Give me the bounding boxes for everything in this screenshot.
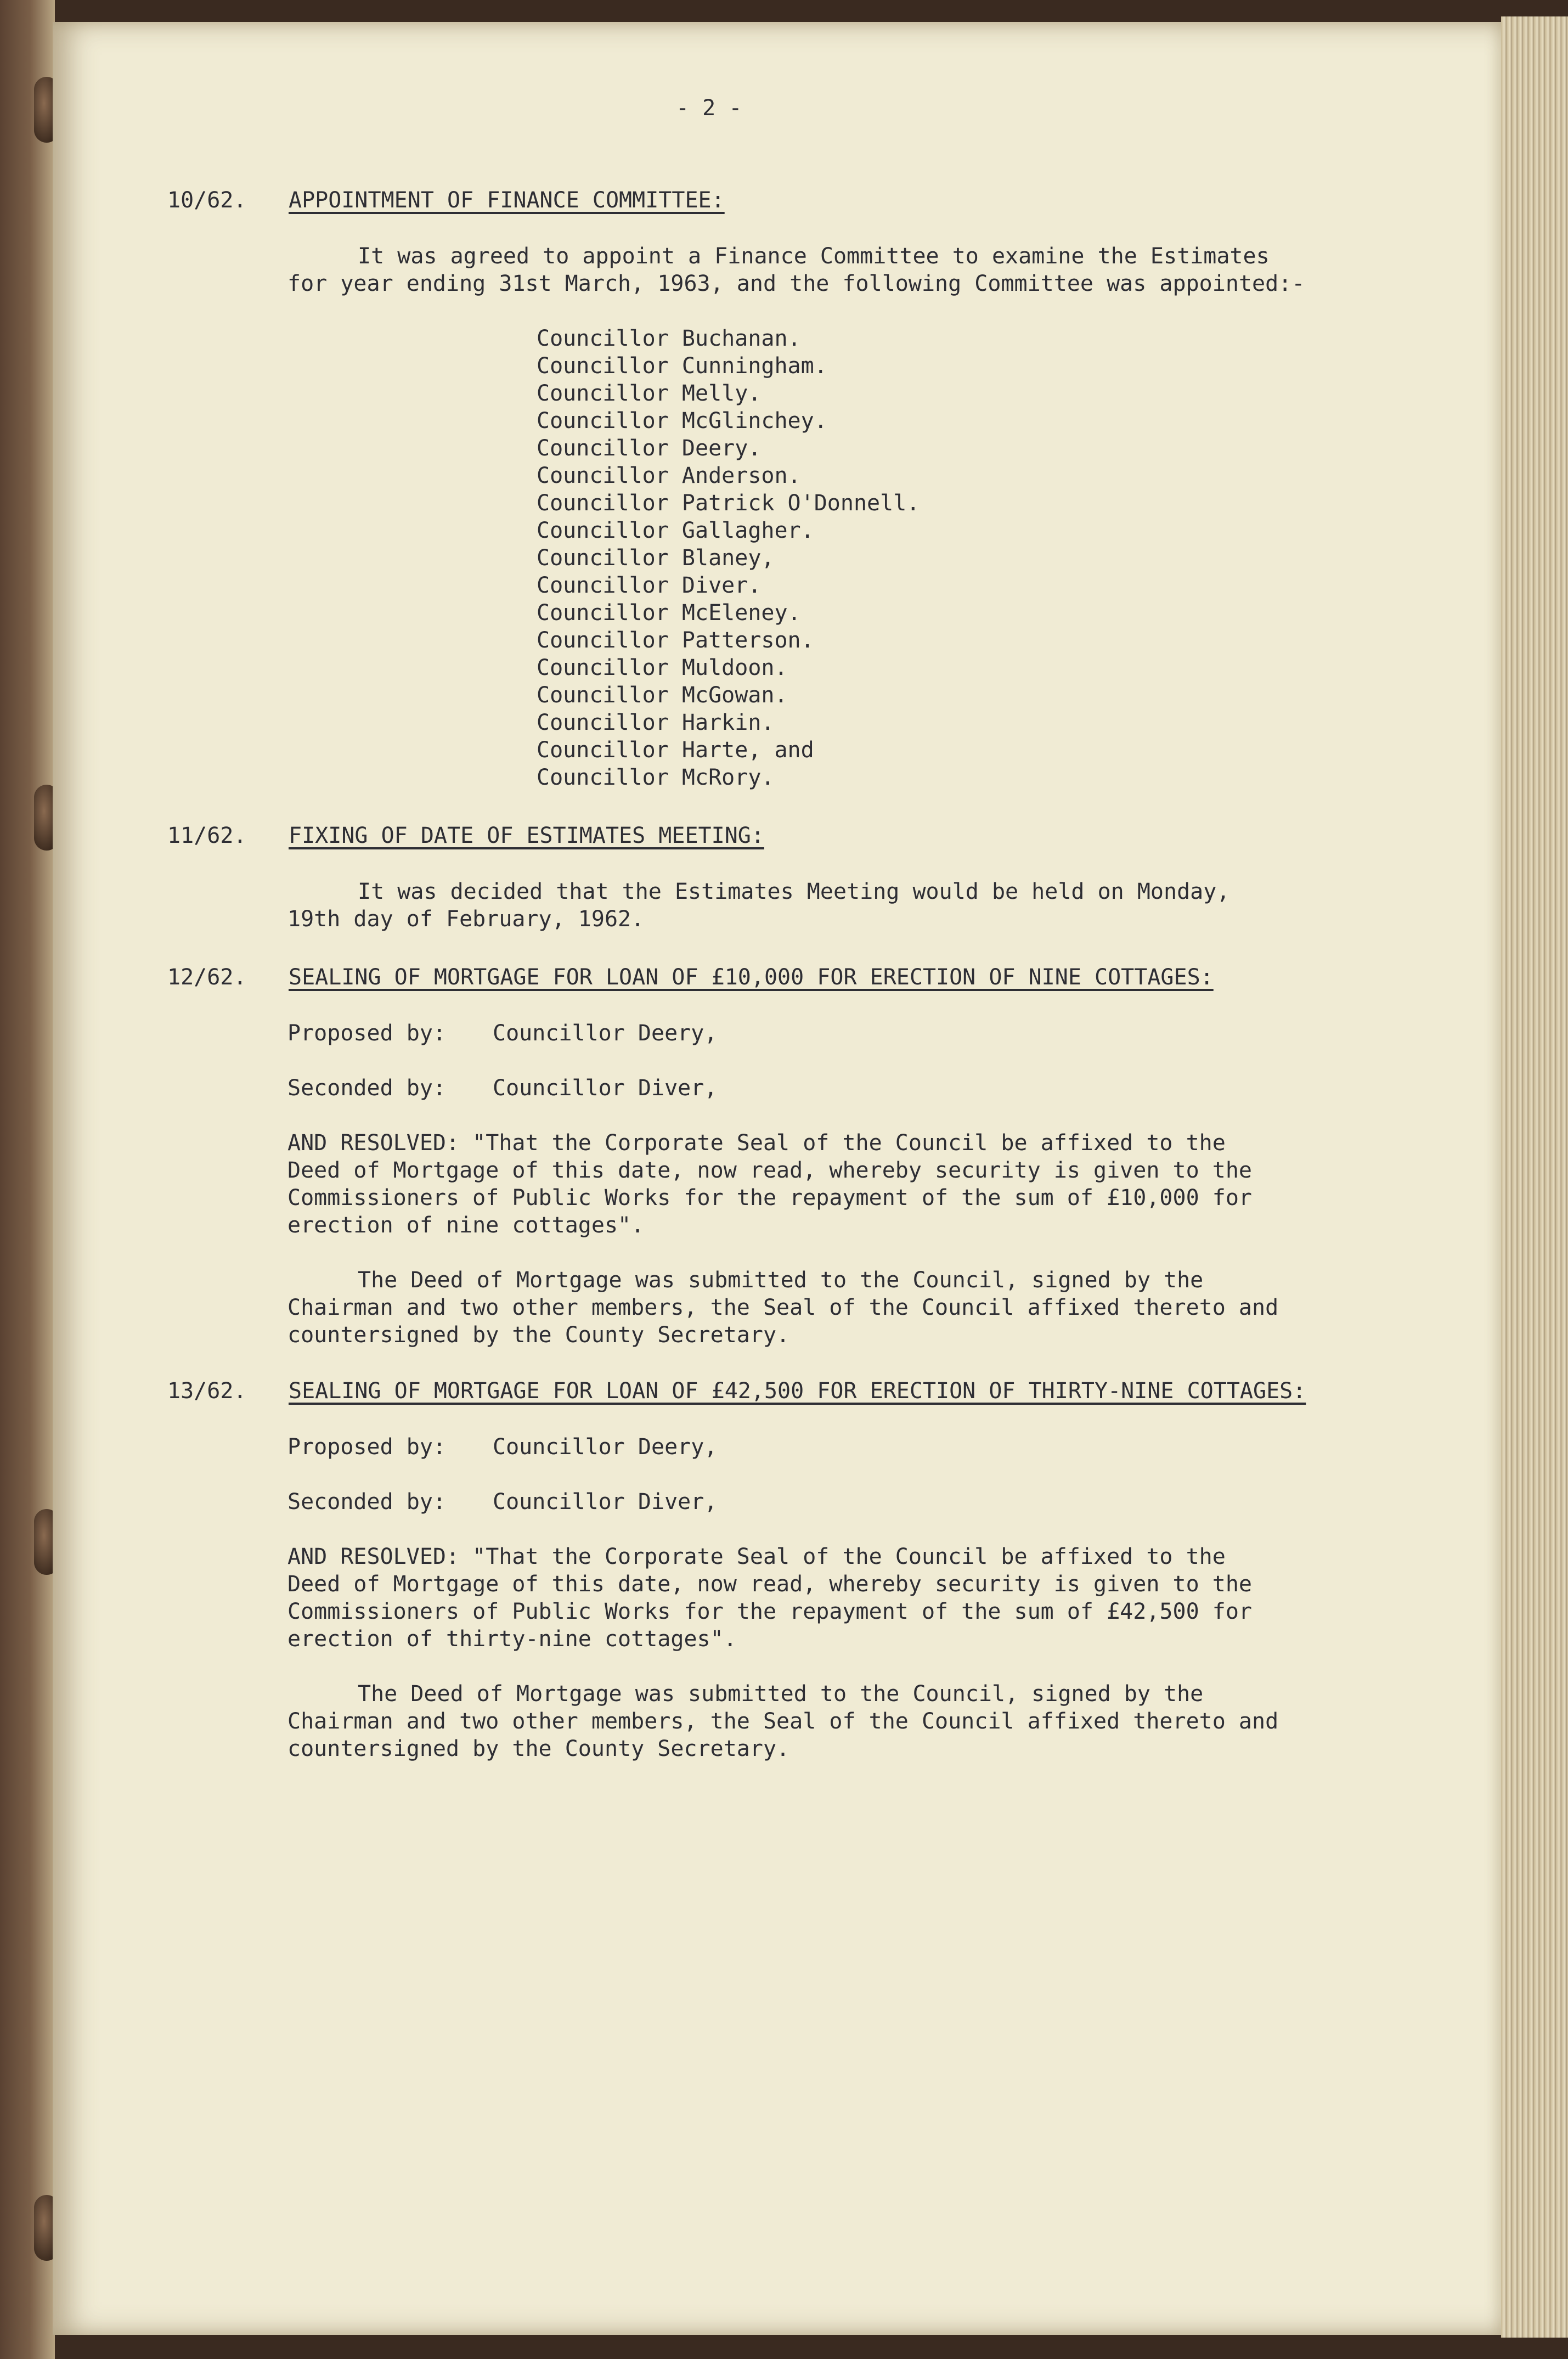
committee-member: Councillor McGowan. (537, 683, 788, 708)
page-edges (1501, 16, 1568, 2338)
resolution-line: erection of nine cottages". (287, 1213, 645, 1238)
note-line: Chairman and two other members, the Seal of the Council affixed thereto and (287, 1295, 1279, 1320)
section-heading: SEALING OF MORTGAGE FOR LOAN OF £42,500 FOR ERECTION OF THIRTY-NINE COTTAGES: (289, 1378, 1306, 1404)
binder-spine (0, 0, 55, 2359)
seconded-label: Seconded by: (287, 1489, 446, 1515)
paragraph-line: 19th day of February, 1962. (287, 907, 645, 932)
seconded-label: Seconded by: (287, 1076, 446, 1101)
document-page (53, 22, 1501, 2335)
item-number: 10/62. (167, 188, 247, 213)
resolution-line: erection of thirty-nine cottages". (287, 1626, 737, 1652)
note-line: countersigned by the County Secretary. (287, 1736, 790, 1761)
committee-member: Councillor Anderson. (537, 463, 801, 488)
note-line: countersigned by the County Secretary. (287, 1322, 790, 1348)
committee-member: Councillor Gallagher. (537, 518, 814, 543)
section-heading: FIXING OF DATE OF ESTIMATES MEETING: (289, 823, 764, 848)
committee-member: Councillor Cunningham. (537, 353, 827, 379)
resolution-line: Commissioners of Public Works for the repayment of the sum of £42,500 for (287, 1599, 1252, 1624)
committee-member: Councillor Diver. (537, 573, 762, 598)
committee-member: Councillor Patterson. (537, 628, 814, 653)
paragraph-line: It was decided that the Estimates Meeting would be held on Monday, (358, 879, 1230, 904)
committee-member: Councillor Harkin. (537, 710, 775, 735)
committee-member: Councillor McRory. (537, 765, 775, 790)
seconded-by: Councillor Diver, (493, 1076, 718, 1101)
resolution-line: Commissioners of Public Works for the repayment of the sum of £10,000 for (287, 1185, 1252, 1211)
committee-member: Councillor McEleney. (537, 600, 801, 626)
resolution-line: Deed of Mortgage of this date, now read, whereby security is given to the (287, 1158, 1252, 1183)
item-number: 12/62. (167, 965, 247, 990)
committee-member: Councillor Buchanan. (537, 326, 801, 351)
document-body (53, 22, 1501, 2335)
item-number: 13/62. (167, 1378, 247, 1404)
committee-member: Councillor Muldoon. (537, 655, 788, 680)
page-number: - 2 - (676, 95, 742, 121)
resolution-line: AND RESOLVED: "That the Corporate Seal of the Council be affixed to the (287, 1544, 1226, 1569)
resolution-line: AND RESOLVED: "That the Corporate Seal of the Council be affixed to the (287, 1130, 1226, 1156)
committee-member: Councillor Harte, and (537, 737, 814, 763)
section-heading: APPOINTMENT OF FINANCE COMMITTEE: (289, 188, 725, 213)
note-line: Chairman and two other members, the Seal of the Council affixed thereto and (287, 1709, 1279, 1734)
proposed-by: Councillor Deery, (493, 1021, 718, 1046)
note-line: The Deed of Mortgage was submitted to the Council, signed by the (358, 1268, 1204, 1293)
committee-member: Councillor Patrick O'Donnell. (537, 491, 920, 516)
committee-member: Councillor Melly. (537, 381, 762, 406)
item-number: 11/62. (167, 823, 247, 848)
committee-member: Councillor McGlinchey. (537, 408, 827, 433)
paragraph-line: It was agreed to appoint a Finance Committee to examine the Estimates (358, 244, 1270, 269)
committee-member: Councillor Deery. (537, 436, 762, 461)
resolution-line: Deed of Mortgage of this date, now read, whereby security is given to the (287, 1572, 1252, 1597)
seconded-by: Councillor Diver, (493, 1489, 718, 1515)
proposed-label: Proposed by: (287, 1434, 446, 1460)
committee-member: Councillor Blaney, (537, 545, 775, 571)
proposed-label: Proposed by: (287, 1021, 446, 1046)
note-line: The Deed of Mortgage was submitted to the Council, signed by the (358, 1681, 1204, 1707)
section-heading: SEALING OF MORTGAGE FOR LOAN OF £10,000 FOR ERECTION OF NINE COTTAGES: (289, 965, 1214, 990)
paragraph-line: for year ending 31st March, 1963, and the following Committee was appointed:- (287, 271, 1305, 296)
proposed-by: Councillor Deery, (493, 1434, 718, 1460)
